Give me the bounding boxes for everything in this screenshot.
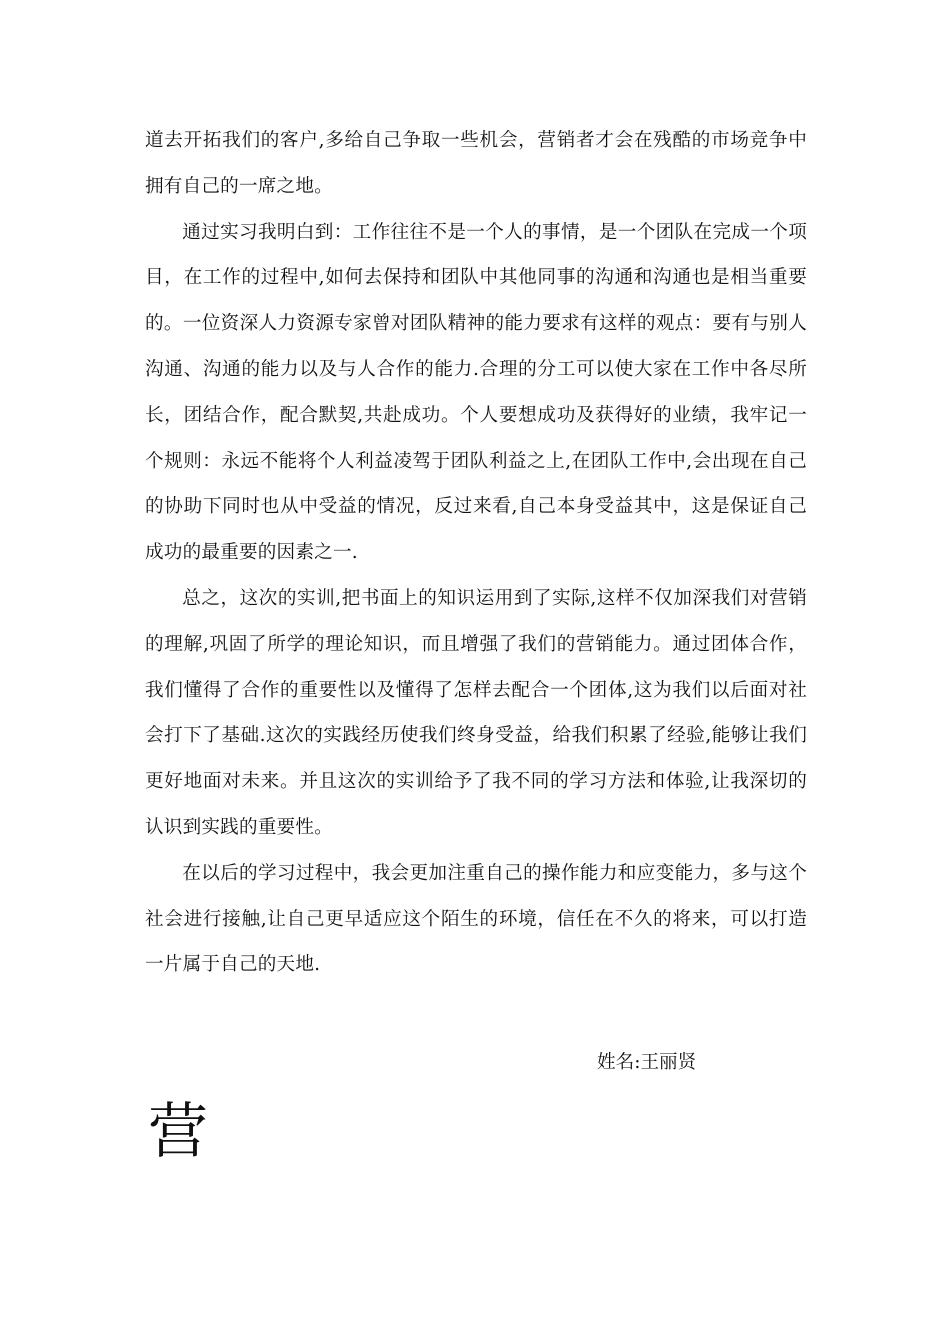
paragraph-4: 在以后的学习过程中，我会更加注重自己的操作能力和应变能力，多与这个社会进行接触,让自己更早适应这个陌生的环境，信任在不久的将来，可以打造一片属于自己的天地. xyxy=(145,862,807,976)
signature-name: 姓名:王丽贤 xyxy=(597,1052,697,1073)
paragraph-3: 总之，这次的实训,把书面上的知识运用到了实际,这样不仅加深我们对营销的理解,巩固了所学的理论知识，而且增强了我们的营销能力。通过团体合作，我们懂得了合作的重要性以及懂得了怎样去配合一个团体,这为我们以后面对社会打下了基础.这次的实践经历使我们终身受益，给我们积累了经验,能够让我们更好地面对未来。并且这次的实训给予了我不同的学习方法和体验,让我深切的认识到实践的重要性。 xyxy=(145,587,807,838)
next-page-heading-fragment: 营 xyxy=(148,1097,208,1167)
paragraph-2: 通过实习我明白到：工作往往不是一个人的事情，是一个团队在完成一个项目，在工作的过程中,如何去保持和团队中其他同事的沟通和沟通也是相当重要的。一位资深人力资源专家曾对团队精神的能力要求有这样的观点：要有与别人沟通、沟通的能力以及与人合作的能力.合理的分工可以使大家在工作中各尽所长，团结合作，配合默契,共赴成功。个人要想成功及获得好的业绩，我牢记一个规则：永远不能将个人利益凌驾于团队利益之上,在团队工作中,会出现在自己的协助下同时也从中受益的情况，反过来看,自己本身受益其中，这是保证自己成功的最重要的因素之一. xyxy=(145,221,807,564)
document-body xyxy=(145,118,807,988)
paragraph-1: 道去开拓我们的客户,多给自己争取一些机会，营销者才会在残酷的市场竞争中拥有自己的一席之地。 xyxy=(145,130,807,197)
